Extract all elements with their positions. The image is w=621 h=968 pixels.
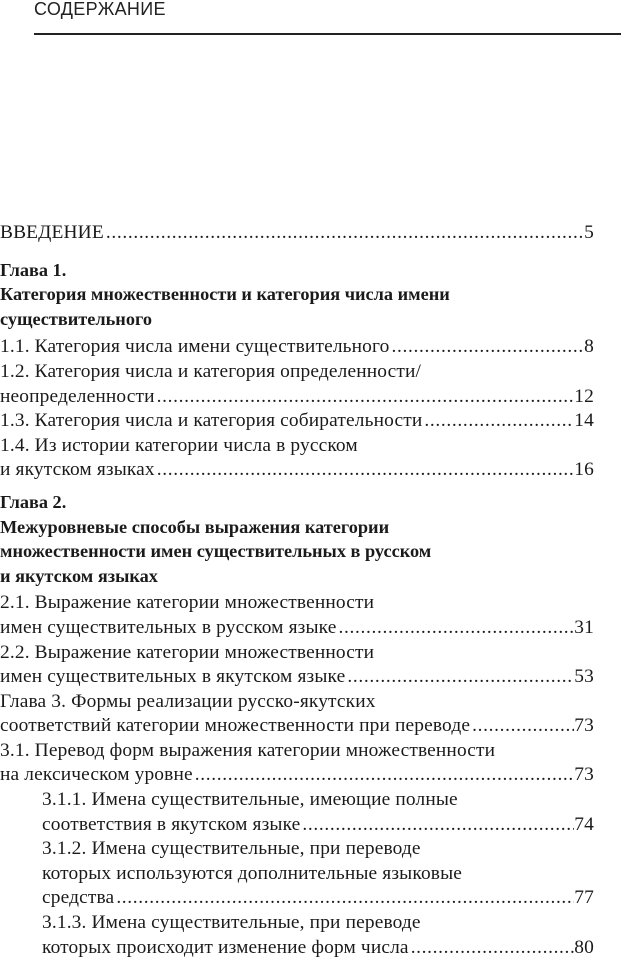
dot-leader	[114, 886, 574, 911]
toc-entry-3-1-2[interactable]	[0, 886, 594, 911]
toc-page-number: 16	[574, 459, 594, 481]
chapter-2-title-line-1: Межуровневые способы выражения категории	[0, 516, 390, 537]
chapter-1-label: Глава 1.	[0, 259, 67, 280]
toc-entry-title: неопределенности	[0, 385, 155, 407]
toc-entry-title: соответствий категории множественности при переводе	[0, 715, 471, 737]
toc-page-number: 53	[574, 666, 594, 688]
toc-entry-3-1[interactable]	[0, 763, 594, 788]
toc-page-number: 8	[584, 336, 594, 358]
chapter-2-label: Глава 2.	[0, 491, 67, 512]
toc-chapter-3[interactable]	[0, 714, 594, 739]
toc-entry-1-4-line-1[interactable]: 1.4. Из истории категории числа в русском	[0, 434, 358, 456]
dot-leader	[470, 714, 574, 739]
toc-page-number: 74	[574, 813, 594, 835]
dot-leader	[155, 385, 575, 410]
chapter-2-title-line-3: и якутском языках	[0, 565, 158, 586]
toc-entry-intro[interactable]	[0, 221, 594, 246]
toc-entry-title: имен существительных в якутском языке	[0, 666, 346, 688]
dot-leader	[155, 458, 575, 483]
toc-page-number: 73	[574, 715, 594, 737]
toc-chapter-3-line-1[interactable]: Глава 3. Формы реализации русско-якутских	[0, 690, 376, 712]
dot-leader	[337, 616, 575, 641]
toc-page-number: 80	[574, 936, 594, 958]
toc-entry-2-2[interactable]	[0, 665, 594, 690]
toc-entry-1-1[interactable]	[0, 335, 594, 360]
toc-entry-title: на лексическом уровне	[0, 764, 193, 786]
toc-page-number: 5	[584, 222, 594, 243]
toc-entry-2-2-line-1[interactable]: 2.2. Выражение категории множественности	[0, 641, 375, 663]
toc-entry-title: средства	[42, 887, 115, 909]
toc-entry-3-1-3[interactable]	[0, 936, 594, 961]
toc-entry-2-1[interactable]	[0, 616, 594, 641]
toc-entry-title: соответствия в якутском языке	[42, 813, 301, 835]
toc-entry-title: 1.3. Категория числа и категория собирательности	[0, 410, 423, 432]
toc-entry-1-2[interactable]	[0, 385, 594, 410]
chapter-1-title-line-1: Категория множественности и категория числа имени	[0, 284, 450, 305]
toc-page-number: 77	[574, 887, 594, 909]
toc-entry-title: ВВЕДЕНИЕ	[0, 222, 104, 243]
dot-leader	[193, 763, 575, 788]
toc-entry-2-1-line-1[interactable]: 2.1. Выражение категории множественности	[0, 592, 375, 614]
table-of-contents	[0, 221, 594, 960]
toc-entry-3-1-2-line-1[interactable]: 3.1.2. Имена существительные, при переводе	[42, 838, 421, 860]
dot-leader	[104, 221, 584, 246]
dot-leader	[390, 335, 585, 360]
toc-entry-title: и якутском языках	[0, 459, 155, 481]
toc-entry-3-1-1[interactable]	[0, 813, 594, 838]
toc-page-number: 14	[574, 410, 594, 432]
toc-entry-3-1-2-line-2[interactable]: которых используются дополнительные языковые	[42, 862, 463, 884]
header-rule	[34, 33, 621, 35]
toc-entry-title: имен существительных в русском языке	[0, 616, 337, 638]
toc-page-number: 73	[574, 764, 594, 786]
toc-entry-1-2-line-1[interactable]: 1.2. Категория числа и категория определенности/	[0, 360, 422, 382]
toc-page-number: 12	[574, 385, 594, 407]
toc-entry-title: которых происходит изменение форм числа	[42, 936, 409, 958]
dot-leader	[300, 813, 574, 838]
dot-leader	[422, 409, 574, 434]
running-header: СОДЕРЖАНИЕ	[34, 0, 166, 19]
chapter-1-title-line-2: существительного	[0, 308, 152, 329]
toc-page-number: 31	[574, 616, 594, 638]
toc-entry-3-1-1-line-1[interactable]: 3.1.1. Имена существительные, имеющие полные	[42, 789, 458, 811]
toc-entry-1-4[interactable]	[0, 458, 594, 483]
dot-leader	[345, 665, 574, 690]
toc-entry-3-1-3-line-1[interactable]: 3.1.3. Имена существительные, при переводе	[42, 912, 421, 934]
toc-entry-1-3[interactable]	[0, 409, 594, 434]
toc-entry-title: 1.1. Категория числа имени существительного	[0, 336, 390, 358]
dot-leader	[409, 936, 575, 961]
chapter-2-title-line-2: множественности имен существительных в русском	[0, 541, 432, 562]
toc-entry-3-1-line-1[interactable]: 3.1. Перевод форм выражения категории множественности	[0, 739, 496, 761]
